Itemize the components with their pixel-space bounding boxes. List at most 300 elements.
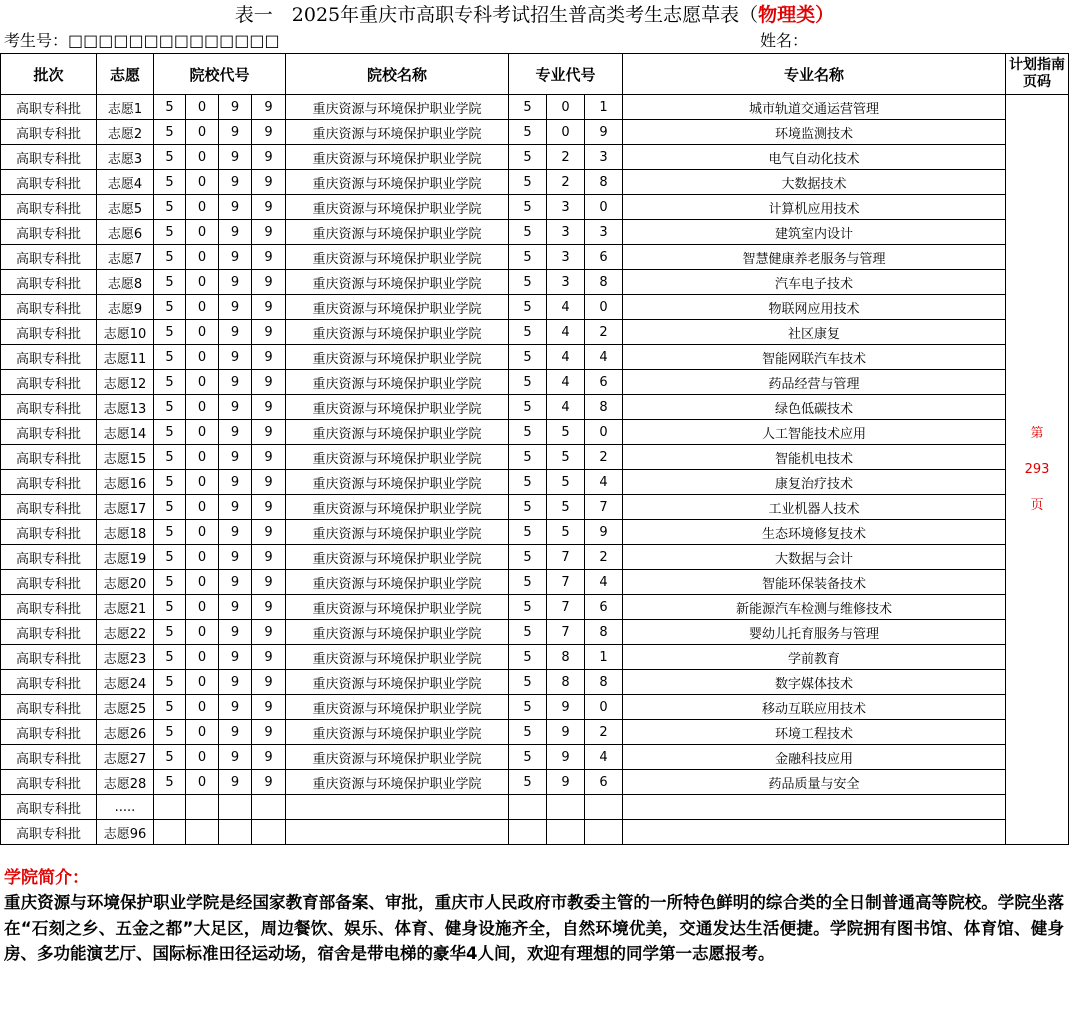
- school-code-digit[interactable]: 9: [252, 145, 286, 170]
- school-code-digit[interactable]: 0: [186, 745, 219, 770]
- school-name-cell[interactable]: 重庆资源与环境保护职业学院: [286, 620, 509, 645]
- school-code-digit[interactable]: 5: [154, 445, 186, 470]
- major-code-digit[interactable]: 8: [585, 395, 623, 420]
- school-code-digit[interactable]: 9: [252, 445, 286, 470]
- major-code-digit[interactable]: 5: [547, 495, 585, 520]
- major-name-cell[interactable]: 新能源汽车检测与维修技术: [623, 595, 1006, 620]
- school-code-digit[interactable]: 9: [219, 570, 252, 595]
- candidate-name-field[interactable]: 姓名：: [760, 31, 809, 50]
- school-code-digit[interactable]: 0: [186, 320, 219, 345]
- school-code-digit[interactable]: 0: [186, 770, 219, 795]
- table-row: [1, 220, 1069, 245]
- school-code-digit[interactable]: 5: [154, 570, 186, 595]
- choice-cell: .....: [97, 795, 154, 820]
- major-code-digit[interactable]: 4: [585, 745, 623, 770]
- major-code-digit[interactable]: 5: [509, 295, 547, 320]
- school-code-digit-empty[interactable]: [186, 820, 219, 845]
- major-code-digit[interactable]: 4: [585, 345, 623, 370]
- major-code-digit[interactable]: 5: [547, 520, 585, 545]
- major-code-digit-empty[interactable]: [585, 820, 623, 845]
- school-code-digit[interactable]: 5: [154, 345, 186, 370]
- major-code-digit[interactable]: 4: [547, 370, 585, 395]
- table-row: [1, 295, 1069, 320]
- major-name-cell[interactable]: 城市轨道交通运营管理: [623, 95, 1006, 120]
- school-code-digit[interactable]: 5: [154, 245, 186, 270]
- school-code-digit[interactable]: 9: [252, 395, 286, 420]
- major-code-digit[interactable]: 8: [585, 270, 623, 295]
- major-code-digit[interactable]: 7: [547, 595, 585, 620]
- major-code-digit[interactable]: 5: [509, 545, 547, 570]
- school-code-digit[interactable]: 5: [154, 695, 186, 720]
- major-code-digit[interactable]: 8: [547, 670, 585, 695]
- school-code-digit[interactable]: 9: [219, 395, 252, 420]
- school-code-digit[interactable]: 0: [186, 220, 219, 245]
- school-name-cell[interactable]: 重庆资源与环境保护职业学院: [286, 195, 509, 220]
- school-code-digit[interactable]: 9: [219, 445, 252, 470]
- school-name-cell[interactable]: 重庆资源与环境保护职业学院: [286, 420, 509, 445]
- school-code-digit[interactable]: 0: [186, 570, 219, 595]
- school-code-digit[interactable]: 0: [186, 720, 219, 745]
- major-code-digit[interactable]: 6: [585, 770, 623, 795]
- school-name-cell[interactable]: 重庆资源与环境保护职业学院: [286, 445, 509, 470]
- school-code-digit[interactable]: 9: [219, 545, 252, 570]
- school-code-digit[interactable]: 9: [219, 620, 252, 645]
- school-code-digit[interactable]: 9: [252, 670, 286, 695]
- school-code-digit[interactable]: 0: [186, 520, 219, 545]
- school-code-digit[interactable]: 5: [154, 370, 186, 395]
- major-name-cell[interactable]: 社区康复: [623, 320, 1006, 345]
- school-code-digit[interactable]: 9: [219, 320, 252, 345]
- school-code-digit[interactable]: 9: [219, 195, 252, 220]
- major-code-digit[interactable]: 6: [585, 595, 623, 620]
- school-code-digit[interactable]: 9: [252, 495, 286, 520]
- school-code-digit-empty[interactable]: [154, 795, 186, 820]
- major-code-digit[interactable]: 5: [509, 195, 547, 220]
- major-code-digit[interactable]: 8: [547, 645, 585, 670]
- school-code-digit[interactable]: 9: [219, 720, 252, 745]
- major-code-digit[interactable]: 5: [509, 645, 547, 670]
- school-name-cell[interactable]: 重庆资源与环境保护职业学院: [286, 520, 509, 545]
- school-code-digit[interactable]: 0: [186, 695, 219, 720]
- major-name-empty[interactable]: [623, 820, 1006, 845]
- school-code-digit[interactable]: 5: [154, 420, 186, 445]
- major-code-digit[interactable]: 5: [509, 345, 547, 370]
- title-prefix: 表一 2025年重庆市高职专科考试招生普高类考生志愿草表（: [234, 4, 759, 26]
- school-name-cell[interactable]: 重庆资源与环境保护职业学院: [286, 770, 509, 795]
- school-code-digit[interactable]: 9: [252, 95, 286, 120]
- school-code-digit-empty[interactable]: [219, 820, 252, 845]
- school-name-cell[interactable]: 重庆资源与环境保护职业学院: [286, 320, 509, 345]
- major-name-cell[interactable]: 生态环境修复技术: [623, 520, 1006, 545]
- major-code-digit-empty[interactable]: [547, 820, 585, 845]
- school-code-digit[interactable]: 9: [252, 420, 286, 445]
- major-code-digit[interactable]: 8: [585, 170, 623, 195]
- major-name-cell[interactable]: 智能网联汽车技术: [623, 345, 1006, 370]
- school-code-digit[interactable]: 9: [252, 645, 286, 670]
- title-suffix: ）: [815, 4, 835, 26]
- batch-cell: 高职专科批: [1, 670, 97, 695]
- school-code-digit[interactable]: 0: [186, 295, 219, 320]
- school-code-digit[interactable]: 5: [154, 745, 186, 770]
- school-code-digit[interactable]: 9: [219, 370, 252, 395]
- school-code-digit[interactable]: 9: [252, 595, 286, 620]
- school-name-cell[interactable]: 重庆资源与环境保护职业学院: [286, 245, 509, 270]
- major-code-digit[interactable]: 5: [509, 445, 547, 470]
- school-code-digit[interactable]: 5: [154, 520, 186, 545]
- major-name-cell[interactable]: 建筑室内设计: [623, 220, 1006, 245]
- batch-cell: 高职专科批: [1, 770, 97, 795]
- major-code-digit[interactable]: 0: [547, 95, 585, 120]
- school-code-digit[interactable]: 0: [186, 345, 219, 370]
- major-code-digit[interactable]: 3: [547, 195, 585, 220]
- school-code-digit[interactable]: 9: [252, 320, 286, 345]
- school-name-cell[interactable]: 重庆资源与环境保护职业学院: [286, 495, 509, 520]
- school-name-cell[interactable]: 重庆资源与环境保护职业学院: [286, 145, 509, 170]
- major-name-cell[interactable]: 物联网应用技术: [623, 295, 1006, 320]
- major-code-digit[interactable]: 5: [509, 220, 547, 245]
- school-code-digit[interactable]: 9: [219, 345, 252, 370]
- school-code-digit[interactable]: 0: [186, 420, 219, 445]
- school-code-digit[interactable]: 5: [154, 145, 186, 170]
- major-code-digit[interactable]: 5: [509, 170, 547, 195]
- major-code-digit-empty[interactable]: [547, 795, 585, 820]
- major-name-empty[interactable]: [623, 795, 1006, 820]
- major-code-digit[interactable]: 5: [509, 420, 547, 445]
- school-code-digit[interactable]: 5: [154, 620, 186, 645]
- school-code-digit-empty[interactable]: [252, 820, 286, 845]
- school-code-digit[interactable]: 9: [219, 670, 252, 695]
- major-code-digit[interactable]: 2: [547, 145, 585, 170]
- school-code-digit[interactable]: 9: [252, 770, 286, 795]
- school-code-digit[interactable]: 9: [219, 645, 252, 670]
- major-code-digit[interactable]: 2: [585, 545, 623, 570]
- school-code-digit[interactable]: 9: [252, 370, 286, 395]
- school-code-digit[interactable]: 5: [154, 470, 186, 495]
- major-code-digit[interactable]: 4: [547, 295, 585, 320]
- major-name-cell[interactable]: 智能环保装备技术: [623, 570, 1006, 595]
- school-code-digit[interactable]: 9: [219, 770, 252, 795]
- school-code-digit[interactable]: 9: [252, 520, 286, 545]
- school-code-digit[interactable]: 9: [219, 220, 252, 245]
- major-code-digit[interactable]: 5: [509, 720, 547, 745]
- table-row: [1, 495, 1069, 520]
- school-code-digit[interactable]: 9: [219, 145, 252, 170]
- major-code-digit[interactable]: 6: [585, 245, 623, 270]
- major-code-digit[interactable]: 9: [547, 695, 585, 720]
- school-code-digit[interactable]: 9: [219, 745, 252, 770]
- major-code-digit[interactable]: 3: [547, 220, 585, 245]
- major-code-digit[interactable]: 3: [585, 145, 623, 170]
- school-code-digit[interactable]: 5: [154, 95, 186, 120]
- school-code-digit[interactable]: 0: [186, 170, 219, 195]
- school-code-digit[interactable]: 0: [186, 620, 219, 645]
- major-code-digit[interactable]: 8: [585, 620, 623, 645]
- table-row: [1, 595, 1069, 620]
- major-code-digit[interactable]: 4: [585, 570, 623, 595]
- major-code-digit[interactable]: 5: [547, 420, 585, 445]
- school-code-digit[interactable]: 5: [154, 395, 186, 420]
- major-code-digit[interactable]: 9: [585, 120, 623, 145]
- header-choice: 志愿: [97, 54, 154, 95]
- school-code-digit[interactable]: 9: [252, 270, 286, 295]
- school-code-digit[interactable]: 0: [186, 370, 219, 395]
- school-name-empty[interactable]: [286, 820, 509, 845]
- major-name-cell[interactable]: 环境工程技术: [623, 720, 1006, 745]
- candidate-number-field[interactable]: 考生号：□□□□□□□□□□□□□□: [4, 31, 280, 50]
- school-code-digit-empty[interactable]: [252, 795, 286, 820]
- school-code-digit[interactable]: 9: [219, 170, 252, 195]
- major-name-cell[interactable]: 智慧健康养老服务与管理: [623, 245, 1006, 270]
- school-name-cell[interactable]: 重庆资源与环境保护职业学院: [286, 470, 509, 495]
- page-title: [0, 0, 1069, 30]
- major-code-digit[interactable]: 5: [509, 95, 547, 120]
- school-code-digit[interactable]: 9: [252, 620, 286, 645]
- school-code-digit[interactable]: 0: [186, 95, 219, 120]
- major-code-digit[interactable]: 4: [547, 320, 585, 345]
- major-code-digit[interactable]: 5: [509, 595, 547, 620]
- college-intro: [4, 866, 1064, 967]
- major-name-cell[interactable]: 婴幼儿托育服务与管理: [623, 620, 1006, 645]
- major-code-digit[interactable]: 5: [509, 570, 547, 595]
- school-code-digit[interactable]: 0: [186, 245, 219, 270]
- major-name-cell[interactable]: 药品质量与安全: [623, 770, 1006, 795]
- batch-cell: 高职专科批: [1, 720, 97, 745]
- school-code-digit[interactable]: 5: [154, 495, 186, 520]
- school-name-cell[interactable]: 重庆资源与环境保护职业学院: [286, 645, 509, 670]
- school-name-cell[interactable]: 重庆资源与环境保护职业学院: [286, 395, 509, 420]
- major-code-digit[interactable]: 5: [509, 520, 547, 545]
- major-code-digit[interactable]: 0: [585, 695, 623, 720]
- major-code-digit[interactable]: 5: [509, 670, 547, 695]
- school-code-digit[interactable]: 9: [252, 295, 286, 320]
- school-code-digit[interactable]: 5: [154, 770, 186, 795]
- school-code-digit-empty[interactable]: [154, 820, 186, 845]
- school-name-cell[interactable]: 重庆资源与环境保护职业学院: [286, 570, 509, 595]
- school-code-digit[interactable]: 9: [219, 95, 252, 120]
- major-code-digit[interactable]: 5: [509, 320, 547, 345]
- major-name-cell[interactable]: 工业机器人技术: [623, 495, 1006, 520]
- major-code-digit[interactable]: 3: [547, 245, 585, 270]
- school-code-digit[interactable]: 5: [154, 170, 186, 195]
- table-row: [1, 445, 1069, 470]
- major-code-digit[interactable]: 9: [547, 745, 585, 770]
- school-code-digit[interactable]: 0: [186, 645, 219, 670]
- school-code-digit[interactable]: 0: [186, 145, 219, 170]
- major-code-digit[interactable]: 5: [509, 395, 547, 420]
- major-code-digit[interactable]: 9: [547, 770, 585, 795]
- major-code-digit[interactable]: 7: [547, 570, 585, 595]
- school-code-digit[interactable]: 9: [252, 220, 286, 245]
- school-name-cell[interactable]: 重庆资源与环境保护职业学院: [286, 720, 509, 745]
- major-code-digit[interactable]: 0: [585, 195, 623, 220]
- school-code-digit-empty[interactable]: [219, 795, 252, 820]
- major-code-digit[interactable]: 5: [509, 245, 547, 270]
- major-name-cell[interactable]: 人工智能技术应用: [623, 420, 1006, 445]
- school-code-digit[interactable]: 9: [252, 695, 286, 720]
- major-code-digit[interactable]: 5: [509, 495, 547, 520]
- major-code-digit[interactable]: 5: [509, 770, 547, 795]
- major-code-digit[interactable]: 0: [585, 295, 623, 320]
- school-name-cell[interactable]: 重庆资源与环境保护职业学院: [286, 120, 509, 145]
- school-code-digit[interactable]: 0: [186, 270, 219, 295]
- major-code-digit-empty[interactable]: [509, 820, 547, 845]
- school-code-digit[interactable]: 9: [252, 170, 286, 195]
- school-code-digit[interactable]: 5: [154, 270, 186, 295]
- major-code-digit[interactable]: 5: [509, 470, 547, 495]
- school-code-digit[interactable]: 5: [154, 195, 186, 220]
- major-code-digit[interactable]: 4: [547, 345, 585, 370]
- major-name-cell[interactable]: 环境监测技术: [623, 120, 1006, 145]
- school-code-digit[interactable]: 0: [186, 395, 219, 420]
- school-name-cell[interactable]: 重庆资源与环境保护职业学院: [286, 745, 509, 770]
- choice-cell: 志愿13: [97, 395, 154, 420]
- school-code-digit[interactable]: 9: [252, 745, 286, 770]
- major-code-digit[interactable]: 5: [509, 620, 547, 645]
- major-code-digit[interactable]: 5: [509, 145, 547, 170]
- table-header-row: [1, 54, 1069, 95]
- school-name-cell[interactable]: 重庆资源与环境保护职业学院: [286, 95, 509, 120]
- major-code-digit[interactable]: 1: [585, 95, 623, 120]
- school-code-digit[interactable]: 5: [154, 720, 186, 745]
- plan-page-cell: [1006, 95, 1069, 845]
- school-code-digit[interactable]: 0: [186, 495, 219, 520]
- table-row: [1, 670, 1069, 695]
- school-code-digit[interactable]: 0: [186, 545, 219, 570]
- school-code-digit[interactable]: 9: [219, 270, 252, 295]
- school-code-digit[interactable]: 9: [252, 120, 286, 145]
- school-code-digit[interactable]: 0: [186, 470, 219, 495]
- major-code-digit[interactable]: 5: [509, 370, 547, 395]
- school-code-digit[interactable]: 5: [154, 320, 186, 345]
- school-code-digit[interactable]: 9: [252, 720, 286, 745]
- school-code-digit[interactable]: 9: [252, 545, 286, 570]
- batch-cell: 高职专科批: [1, 270, 97, 295]
- major-name-cell[interactable]: 计算机应用技术: [623, 195, 1006, 220]
- school-code-digit[interactable]: 5: [154, 670, 186, 695]
- school-name-cell[interactable]: 重庆资源与环境保护职业学院: [286, 545, 509, 570]
- choice-cell: 志愿17: [97, 495, 154, 520]
- school-name-cell[interactable]: 重庆资源与环境保护职业学院: [286, 595, 509, 620]
- major-code-digit[interactable]: 7: [547, 620, 585, 645]
- choice-cell: 志愿12: [97, 370, 154, 395]
- table-row: [1, 470, 1069, 495]
- school-code-digit[interactable]: 5: [154, 595, 186, 620]
- major-code-digit[interactable]: 4: [547, 395, 585, 420]
- major-code-digit[interactable]: 8: [585, 670, 623, 695]
- major-code-digit[interactable]: 0: [585, 420, 623, 445]
- school-code-digit[interactable]: 5: [154, 120, 186, 145]
- batch-cell: 高职专科批: [1, 470, 97, 495]
- school-code-digit[interactable]: 5: [154, 545, 186, 570]
- school-name-cell[interactable]: 重庆资源与环境保护职业学院: [286, 295, 509, 320]
- major-code-digit[interactable]: 5: [509, 270, 547, 295]
- school-code-digit[interactable]: 9: [219, 295, 252, 320]
- major-code-digit[interactable]: 2: [585, 320, 623, 345]
- major-code-digit[interactable]: 7: [585, 495, 623, 520]
- major-code-digit[interactable]: 5: [509, 695, 547, 720]
- school-code-digit-empty[interactable]: [186, 795, 219, 820]
- school-code-digit[interactable]: 9: [219, 520, 252, 545]
- school-code-digit[interactable]: 9: [219, 470, 252, 495]
- major-code-digit[interactable]: 3: [547, 270, 585, 295]
- school-code-digit[interactable]: 0: [186, 120, 219, 145]
- major-code-digit[interactable]: 2: [547, 170, 585, 195]
- school-code-digit[interactable]: 9: [219, 420, 252, 445]
- major-name-cell[interactable]: 金融科技应用: [623, 745, 1006, 770]
- school-code-digit[interactable]: 9: [219, 595, 252, 620]
- major-code-digit[interactable]: 3: [585, 220, 623, 245]
- school-code-digit[interactable]: 0: [186, 595, 219, 620]
- school-code-digit[interactable]: 9: [219, 120, 252, 145]
- major-name-cell[interactable]: 汽车电子技术: [623, 270, 1006, 295]
- major-name-cell[interactable]: 大数据技术: [623, 170, 1006, 195]
- major-name-cell[interactable]: 电气自动化技术: [623, 145, 1006, 170]
- school-name-cell[interactable]: 重庆资源与环境保护职业学院: [286, 670, 509, 695]
- school-name-cell[interactable]: 重庆资源与环境保护职业学院: [286, 270, 509, 295]
- choice-cell: 志愿4: [97, 170, 154, 195]
- major-name-cell[interactable]: 数字媒体技术: [623, 670, 1006, 695]
- major-code-digit[interactable]: 5: [547, 445, 585, 470]
- school-code-digit[interactable]: 9: [252, 195, 286, 220]
- major-code-digit[interactable]: 9: [585, 520, 623, 545]
- major-name-cell[interactable]: 学前教育: [623, 645, 1006, 670]
- major-code-digit[interactable]: 4: [585, 470, 623, 495]
- batch-cell: 高职专科批: [1, 645, 97, 670]
- choice-cell: 志愿23: [97, 645, 154, 670]
- major-name-cell[interactable]: 康复治疗技术: [623, 470, 1006, 495]
- major-code-digit[interactable]: 9: [547, 720, 585, 745]
- major-code-digit[interactable]: 6: [585, 370, 623, 395]
- major-code-digit-empty[interactable]: [509, 795, 547, 820]
- school-code-digit[interactable]: 0: [186, 445, 219, 470]
- school-code-digit[interactable]: 9: [252, 345, 286, 370]
- school-code-digit[interactable]: 9: [219, 245, 252, 270]
- school-code-digit[interactable]: 0: [186, 195, 219, 220]
- table-row: [1, 395, 1069, 420]
- major-name-cell[interactable]: 药品经营与管理: [623, 370, 1006, 395]
- major-code-digit[interactable]: 7: [547, 545, 585, 570]
- major-code-digit[interactable]: 1: [585, 645, 623, 670]
- major-code-digit[interactable]: 2: [585, 445, 623, 470]
- batch-cell: 高职专科批: [1, 445, 97, 470]
- school-name-cell[interactable]: 重庆资源与环境保护职业学院: [286, 220, 509, 245]
- school-code-digit[interactable]: 5: [154, 220, 186, 245]
- school-code-digit[interactable]: 0: [186, 670, 219, 695]
- school-name-empty[interactable]: [286, 795, 509, 820]
- school-code-digit[interactable]: 9: [252, 245, 286, 270]
- major-code-digit[interactable]: 5: [509, 120, 547, 145]
- major-name-cell[interactable]: 绿色低碳技术: [623, 395, 1006, 420]
- major-name-cell[interactable]: 大数据与会计: [623, 545, 1006, 570]
- school-code-digit[interactable]: 5: [154, 295, 186, 320]
- school-code-digit[interactable]: 5: [154, 645, 186, 670]
- major-code-digit-empty[interactable]: [585, 795, 623, 820]
- school-name-cell[interactable]: 重庆资源与环境保护职业学院: [286, 345, 509, 370]
- major-code-digit[interactable]: 2: [585, 720, 623, 745]
- major-code-digit[interactable]: 5: [547, 470, 585, 495]
- school-code-digit[interactable]: 9: [219, 695, 252, 720]
- school-code-digit[interactable]: 9: [252, 470, 286, 495]
- school-name-cell[interactable]: 重庆资源与环境保护职业学院: [286, 170, 509, 195]
- major-name-cell[interactable]: 移动互联应用技术: [623, 695, 1006, 720]
- school-code-digit[interactable]: 9: [252, 570, 286, 595]
- school-name-cell[interactable]: 重庆资源与环境保护职业学院: [286, 370, 509, 395]
- major-name-cell[interactable]: 智能机电技术: [623, 445, 1006, 470]
- school-code-digit[interactable]: 9: [219, 495, 252, 520]
- major-code-digit[interactable]: 0: [547, 120, 585, 145]
- major-code-digit[interactable]: 5: [509, 745, 547, 770]
- school-name-cell[interactable]: 重庆资源与环境保护职业学院: [286, 695, 509, 720]
